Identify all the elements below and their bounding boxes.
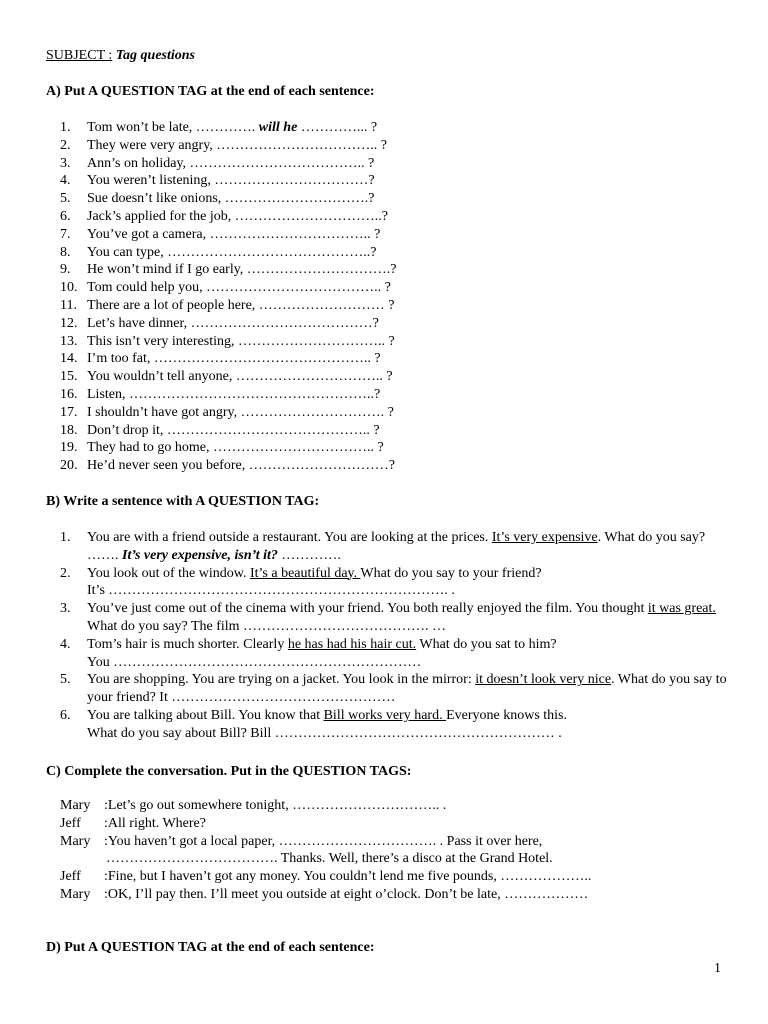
section-b-heading: B) Write a sentence with A QUESTION TAG:	[46, 494, 320, 509]
item-underlined: it was great.	[647, 601, 716, 617]
item-answer: will he	[258, 120, 298, 135]
list-item	[60, 422, 440, 440]
list-item	[60, 244, 440, 262]
speaker-name: Jeff	[60, 869, 81, 885]
item-text: Tom could help you, ……………………………….. ?	[87, 280, 391, 296]
list-item	[60, 439, 440, 457]
item-number: 19.	[60, 440, 78, 456]
speaker-colon: :	[104, 833, 108, 849]
item-text-post: …………... ?	[297, 120, 378, 135]
list-item	[60, 636, 730, 672]
item-answer: It’s very expensive, isn’t it?	[122, 547, 278, 563]
item-number: 5.	[60, 191, 71, 207]
item-number: 2.	[60, 137, 71, 153]
speaker-colon: :	[104, 869, 108, 885]
item-number: 20.	[60, 458, 78, 474]
item-text-a: You are shopping. You are trying on a jacket. You look in the mirror:	[87, 672, 476, 688]
list-item	[60, 707, 730, 743]
list-item	[60, 208, 440, 226]
item-text: Let’s have dinner, …………………………………?	[87, 315, 379, 331]
item-underlined: he has had his hair cut.	[287, 636, 417, 652]
section-a-list	[60, 119, 440, 475]
item-text: You can type, ……………………………………..?	[87, 244, 377, 260]
item-text: Ann’s on holiday, ……………………………….. ?	[87, 155, 375, 171]
item-text: There are a lot of people here, ……………………… ?	[87, 297, 395, 313]
list-item	[60, 279, 440, 297]
speaker-colon: :	[104, 886, 108, 902]
item-text: Listen, ……………………………………………..?	[87, 386, 381, 402]
item-text-pre: Tom won’t be late, ………….	[87, 120, 259, 135]
item-text-a: You’ve just come out of the cinema with your friend. You both really enjoyed the film. You thought	[87, 601, 648, 617]
item-text: Jack’s applied for the job, …………………………..?	[87, 208, 388, 224]
line-text: ………………………………. Thanks. Well, there’s a disco at the Grand Hotel.	[106, 851, 553, 867]
conversation-line	[60, 886, 730, 904]
item-number: 3.	[60, 601, 71, 617]
item-number: 17.	[60, 404, 78, 420]
list-item	[60, 297, 440, 315]
item-number: 4.	[60, 173, 71, 189]
line-text: You haven’t got a local paper, ……………………………. . Pass it over here,	[107, 833, 543, 849]
item-text-a: You look out of the window.	[87, 565, 250, 581]
line-text: Let’s go out somewhere tonight, ………………………….. .	[107, 798, 447, 813]
page-number: 1	[714, 961, 721, 976]
item-text-b: . What do you say to your friend? It …………………………………………	[87, 672, 727, 706]
item-number: 16.	[60, 386, 78, 402]
list-item	[60, 671, 730, 707]
list-item	[60, 600, 730, 636]
line-text: Fine, but I haven’t got any money. You couldn’t lend me five pounds, ………………..	[107, 869, 592, 885]
section-a-heading: A) Put A QUESTION TAG at the end of each sentence:	[46, 84, 375, 99]
conversation-line	[60, 815, 730, 833]
conversation-line	[60, 833, 730, 851]
item-number: 6.	[60, 707, 71, 723]
item-text: They had to go home, …………………………….. ?	[87, 440, 384, 456]
list-item	[60, 172, 440, 190]
item-text	[87, 119, 377, 137]
item-text	[87, 600, 730, 636]
item-text: He’d never seen you before, …………………………?	[87, 458, 395, 474]
item-text	[87, 707, 730, 743]
item-text-b: What do you say to your friend?	[360, 565, 542, 581]
item-underlined: it doesn’t look very nice	[475, 672, 612, 688]
item-number: 8.	[60, 244, 71, 260]
item-number: 13.	[60, 333, 78, 349]
item-number: 14.	[60, 351, 78, 367]
item-text-c: ………….	[277, 547, 341, 563]
conversation-line	[60, 850, 730, 868]
item-text: I shouldn’t have got angry, …………………………. ?	[87, 404, 394, 420]
conversation-line	[60, 868, 730, 886]
list-item	[60, 155, 440, 173]
line-text: OK, I’ll pay then. I’ll meet you outside at eight o’clock. Don’t be late, ………………	[107, 886, 589, 902]
list-item	[60, 119, 440, 137]
list-item	[60, 190, 440, 208]
item-text-a: You are with a friend outside a restaurant. You are looking at the prices.	[87, 530, 492, 545]
item-answer-line: What do you say about Bill? Bill …………………………………………………… .	[87, 725, 562, 741]
item-text	[87, 671, 730, 707]
section-c-heading: C) Complete the conversation. Put in the QUESTION TAGS:	[46, 764, 412, 779]
item-text-b: . What do you say? …….	[87, 530, 706, 563]
item-number: 10.	[60, 280, 78, 296]
item-text: Sue doesn’t like onions, ………………………….?	[87, 191, 375, 207]
item-answer-line: You …………………………………………………………	[87, 654, 422, 670]
item-text: They were very angry, …………………………….. ?	[87, 137, 388, 153]
item-text	[87, 565, 730, 601]
item-number: 15.	[60, 369, 78, 385]
item-text: You wouldn’t tell anyone, ………………………….. ?	[87, 369, 393, 385]
list-item	[60, 565, 730, 601]
list-item	[60, 226, 440, 244]
line-text: All right. Where?	[107, 815, 206, 831]
item-number: 1.	[60, 530, 71, 545]
section-d-heading: D) Put A QUESTION TAG at the end of each sentence:	[46, 940, 375, 955]
item-text: I’m too fat, ……………………………………….. ?	[87, 351, 381, 367]
item-underlined: Bill works very hard.	[323, 707, 447, 723]
list-item	[60, 368, 440, 386]
list-item	[60, 457, 440, 475]
item-number: 2.	[60, 565, 71, 581]
item-number: 18.	[60, 422, 78, 438]
item-number: 4.	[60, 636, 71, 652]
list-item	[60, 261, 440, 279]
section-b-list	[60, 529, 730, 743]
item-underlined: It’s a beautiful day.	[249, 565, 361, 581]
item-text-b: What do you sat to him?	[416, 636, 557, 652]
item-number: 6.	[60, 208, 71, 224]
item-underlined: It’s very expensive	[491, 530, 598, 545]
item-text: This isn’t very interesting, ………………………….. ?	[87, 333, 395, 349]
item-text-a: You are talking about Bill. You know that	[87, 707, 324, 723]
speaker-name: Jeff	[60, 815, 81, 831]
list-item	[60, 137, 440, 155]
item-text: He won’t mind if I go early, ………………………….?	[87, 262, 397, 278]
subject-value: Tag questions	[115, 48, 195, 63]
item-number: 5.	[60, 672, 71, 688]
speaker-colon: :	[104, 798, 108, 813]
item-number: 11.	[60, 297, 77, 313]
subject-line	[46, 48, 195, 64]
subject-label: SUBJECT :	[46, 48, 113, 63]
list-item	[60, 333, 440, 351]
item-text: Don’t drop it, …………………………………….. ?	[87, 422, 380, 438]
item-text: You’ve got a camera, …………………………….. ?	[87, 226, 381, 242]
item-number: 1.	[60, 120, 71, 135]
list-item	[60, 386, 440, 404]
item-text: You weren’t listening, ……………………………?	[87, 173, 375, 189]
item-text-b: Everyone knows this.	[446, 707, 568, 723]
speaker-colon: :	[104, 815, 108, 831]
conversation-line	[60, 797, 730, 815]
list-item	[60, 529, 730, 565]
item-answer-line: It’s ………………………………………………………………. .	[87, 583, 455, 599]
list-item	[60, 404, 440, 422]
speaker-name: Mary	[60, 798, 91, 813]
speaker-name: Mary	[60, 886, 91, 902]
speaker-name: Mary	[60, 833, 91, 849]
list-item	[60, 315, 440, 333]
item-number: 3.	[60, 155, 71, 171]
item-number: 7.	[60, 226, 71, 242]
item-number: 12.	[60, 315, 78, 331]
item-text	[87, 636, 730, 672]
item-text-a: Tom’s hair is much shorter. Clearly	[87, 636, 288, 652]
item-text-b: What do you say? The film …………………………………. …	[87, 618, 447, 634]
list-item	[60, 350, 440, 368]
item-text	[87, 529, 730, 565]
conversation	[60, 797, 730, 904]
item-number: 9.	[60, 262, 71, 278]
